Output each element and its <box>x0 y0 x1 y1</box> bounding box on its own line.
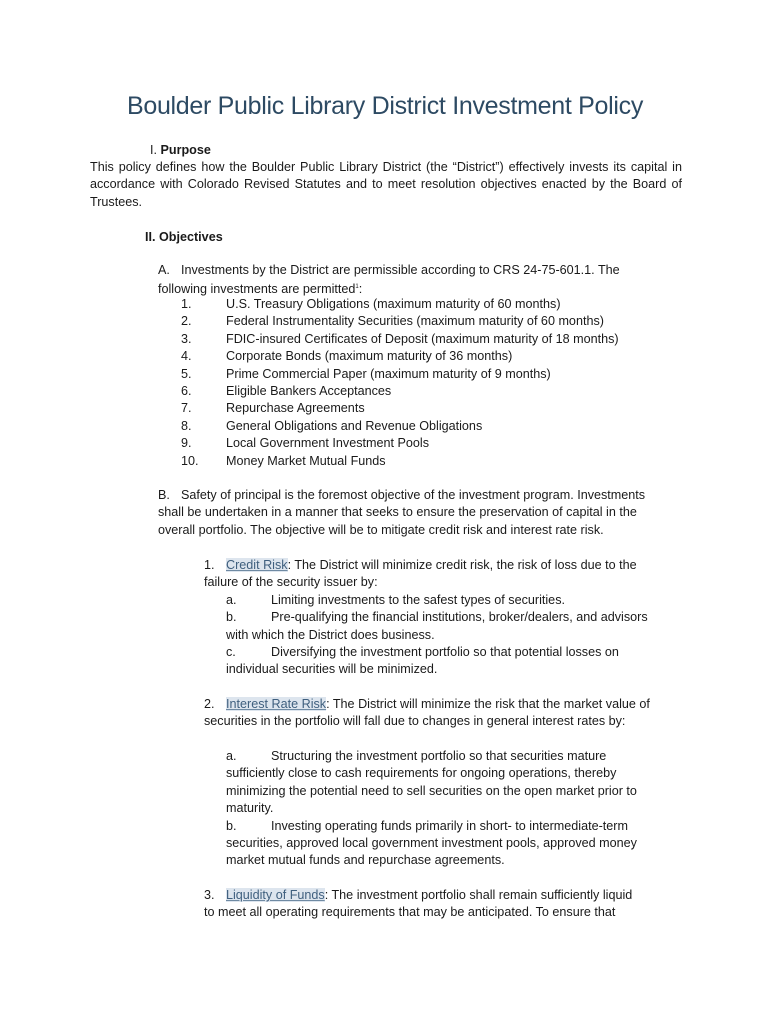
sub-item-marker: a. <box>226 749 237 763</box>
list-item-number: 6. <box>181 384 192 398</box>
interest-rate-risk-line-1 <box>204 696 650 713</box>
list-item-number: 9. <box>181 436 192 451</box>
list-item-number: 10. <box>181 453 199 468</box>
sub-item-text: Structuring the investment portfolio so that securities mature <box>271 749 607 763</box>
sub-item-text: Diversifying the investment portfolio so that potential losses on <box>271 645 619 659</box>
list-item <box>181 400 365 417</box>
objective-a-colon: : <box>358 282 363 297</box>
credit-risk-item-b <box>226 609 648 626</box>
list-item-number: 5. <box>181 366 192 381</box>
list-item <box>181 435 429 452</box>
purpose-heading-label: Purpose <box>160 143 211 157</box>
objective-a-text: Investments by the District are permissible according to CRS 24-75-601.1. The <box>181 263 620 277</box>
interest-rate-risk-item-a-continued-2: minimizing the potential need to sell securities on the open market prior to <box>226 783 637 798</box>
credit-risk-item-a <box>226 592 565 609</box>
credit-risk-number: 1. <box>204 558 215 572</box>
list-item <box>181 296 561 313</box>
list-item-text: U.S. Treasury Obligations (maximum maturity of 60 months) <box>226 297 561 311</box>
list-item <box>181 313 604 330</box>
list-item <box>181 383 391 400</box>
credit-risk-line-2: failure of the security issuer by: <box>204 575 378 590</box>
sub-item-marker: b. <box>226 610 237 625</box>
list-item <box>181 348 512 365</box>
liquidity-text: : The investment portfolio shall remain sufficiently liquid <box>324 888 633 902</box>
interest-rate-risk-link[interactable]: Interest Rate Risk <box>226 697 327 711</box>
objective-b-line-2: shall be undertaken in a manner that seeks to ensure the preservation of capital in the <box>158 505 637 520</box>
liquidity-of-funds-link[interactable]: Liquidity of Funds <box>226 888 325 902</box>
list-item-number: 2. <box>181 314 192 329</box>
purpose-heading <box>150 142 211 159</box>
credit-risk-text: : The District will minimize credit risk, the risk of loss due to the <box>287 558 637 572</box>
interest-rate-risk-item-b-continued-2: market mutual funds and repurchase agreements. <box>226 853 505 868</box>
list-item-text: Eligible Bankers Acceptances <box>226 384 392 398</box>
sub-item-text: Limiting investments to the safest types of securities. <box>271 592 565 607</box>
list-item-number: 4. <box>181 349 192 364</box>
objective-a-line-1 <box>158 262 620 279</box>
purpose-body: This policy defines how the Boulder Public Library District (the “District”) effectively invests its capital in accordance with Colorado Revised Statutes and to meet resolution objectives enacted by the Board of Trustees. <box>90 160 682 209</box>
sub-item-marker: b. <box>226 818 237 833</box>
sub-item-text: Pre-qualifying the financial institutions, broker/dealers, and advisors <box>271 610 648 625</box>
objective-b-line-3: overall portfolio. The objective will be to mitigate credit risk and interest rate risk. <box>158 522 604 537</box>
objective-b-line-1 <box>158 487 645 504</box>
interest-rate-risk-item-b-continued-1: securities, approved local government investment pools, approved money <box>226 836 637 850</box>
objective-b-marker: B. <box>158 488 170 502</box>
purpose-heading-number: I. <box>150 143 157 157</box>
objective-b-text: Safety of principal is the foremost objective of the investment program. Investments <box>181 488 646 502</box>
page-title: Boulder Public Library District Investment Policy <box>126 92 644 120</box>
list-item-text: Local Government Investment Pools <box>226 436 430 451</box>
credit-risk-line-1 <box>204 557 637 574</box>
sub-item-text: Investing operating funds primarily in short- to intermediate-term <box>271 818 628 833</box>
interest-rate-risk-item-b <box>226 818 628 835</box>
list-item-text: FDIC-insured Certificates of Deposit (maximum maturity of 18 months) <box>226 331 619 346</box>
list-item-number: 3. <box>181 331 192 346</box>
credit-risk-item-b-continued: with which the District does business. <box>226 627 435 642</box>
objective-a-marker: A. <box>158 263 170 277</box>
interest-rate-risk-number: 2. <box>204 697 215 711</box>
list-item <box>181 453 386 470</box>
liquidity-number: 3. <box>204 888 215 902</box>
sub-item-marker: a. <box>226 592 237 607</box>
liquidity-line-2: to meet all operating requirements that may be anticipated. To ensure that <box>204 905 616 920</box>
interest-rate-risk-item-a-continued-3: maturity. <box>226 801 274 816</box>
list-item-text: Federal Instrumentality Securities (maximum maturity of 60 months) <box>226 314 604 329</box>
credit-risk-link[interactable]: Credit Risk <box>226 558 288 572</box>
list-item-text: Repurchase Agreements <box>226 401 365 416</box>
list-item <box>181 418 482 435</box>
interest-rate-risk-line-2: securities in the portfolio will fall due to changes in general interest rates by: <box>204 714 626 729</box>
list-item-text: Corporate Bonds (maximum maturity of 36 months) <box>226 349 513 364</box>
interest-rate-risk-item-a <box>226 748 606 765</box>
interest-rate-risk-item-a-continued-1: sufficiently close to cash requirements for ongoing operations, thereby <box>226 766 617 781</box>
interest-rate-risk-text: : The District will minimize the risk that the market value of <box>326 697 650 711</box>
credit-risk-item-c <box>226 644 619 661</box>
liquidity-line-1 <box>204 887 632 904</box>
list-item-text: Prime Commercial Paper (maximum maturity of 9 months) <box>226 366 551 381</box>
list-item-text: General Obligations and Revenue Obligations <box>226 418 483 433</box>
list-item <box>181 331 619 348</box>
credit-risk-item-c-continued: individual securities will be minimized. <box>226 662 438 677</box>
list-item <box>181 366 551 383</box>
sub-item-marker: c. <box>226 645 236 659</box>
list-item-number: 1. <box>181 297 192 311</box>
objectives-heading: II. Objectives <box>145 230 223 244</box>
list-item-text: Money Market Mutual Funds <box>226 453 386 468</box>
objective-a-text-2: following investments are permitted <box>158 282 356 297</box>
list-item-number: 8. <box>181 418 192 433</box>
list-item-number: 7. <box>181 401 192 416</box>
footnote-marker[interactable]: 1 <box>355 284 359 290</box>
